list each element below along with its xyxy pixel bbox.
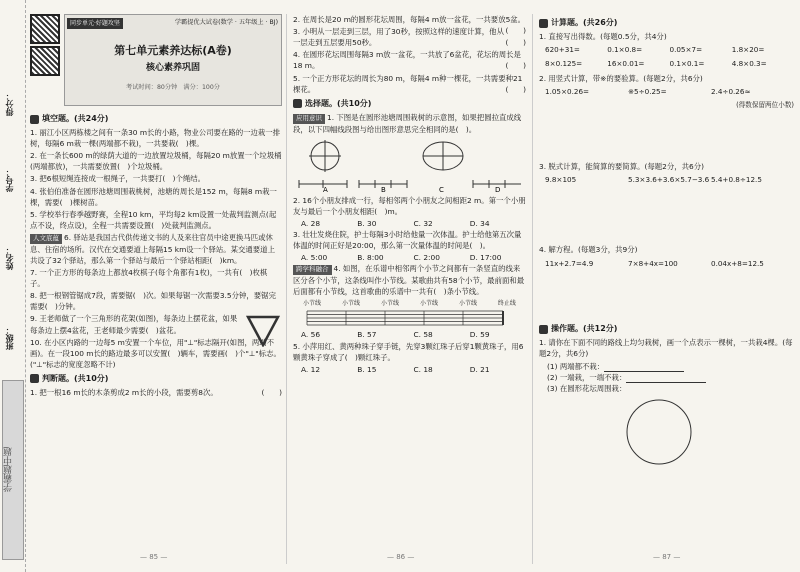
stepwise-calc-row: 9.8×105 5.3×3.6+3.6×5.7−3.6 5.4+0.8÷12.5 — [545, 174, 762, 184]
question: 7. 一个正方形的每条边上都放4枚棋子(每个角都有1枚)，一共有( )枚棋子。 — [30, 267, 268, 289]
exam-meta: 考试时间：80分钟 满分：100分 — [126, 84, 220, 91]
answer-options: A. 12 B. 15 C. 18 D. 21 — [301, 364, 490, 374]
question: 2. 16个小朋友排成一行，每相邻两个小朋友之间相距2 m。第一个小朋友与最后一个小朋友相距( )m。 — [293, 195, 526, 216]
question: 应用意识 1. 下图是在圆形池塘周围栽树的示意图，如果把圆拉直成线段，以下四幅线段图与给出图形意思完全相同的是( )。 — [293, 112, 522, 134]
question: 5. 学校举行春季越野赛，全程10 km，平均每2 km设置一处裁判监测点(起点不设，终点设)，全程一共需要设置( )处裁判监测点。 — [30, 209, 277, 230]
work-space — [539, 188, 794, 244]
question: 3. 小明从一层走到三层，用了30秒，按照这样的速度计算，他从一层走到五层要用50秒。 ( ) — [293, 27, 526, 48]
page-title: 第七单元素养达标(A卷) — [114, 44, 232, 57]
page-number: — 86 — — [387, 552, 415, 561]
staff-labels: 小节线 小节线 小节线 小节线 小节线 终止线 — [303, 300, 516, 308]
section-icon — [539, 325, 548, 334]
question: 3. 把6根短绳连接成一根绳子，一共要打( )个绳结。 — [30, 174, 206, 184]
option-label: A — [323, 185, 328, 192]
section-icon — [30, 374, 39, 383]
qr-code-icon — [30, 14, 60, 44]
rounding-note: (得数保留两位小数) — [736, 100, 794, 109]
music-staff-diagram — [293, 308, 525, 326]
brand-stamp: 学霸题中题 — [2, 380, 24, 560]
option-label: C — [439, 185, 444, 192]
option-label: B — [381, 185, 386, 192]
column-page-85 — [30, 14, 282, 564]
question: 5. 一个正方形花坛的周长为80 m，每隔4 m种一棵花，一共需要种21棵花。 ( ) — [293, 73, 526, 94]
work-space — [539, 111, 794, 161]
page-number: — 87 — — [653, 552, 681, 561]
tag-badge: 应用意识 — [293, 114, 325, 124]
circle-flowerbed-diagram — [539, 394, 789, 474]
series-name: 学霸提优大试卷(数学 · 五年级上 · BJ) — [174, 19, 278, 26]
section-operation: 操作题。(共12分) — [539, 323, 794, 335]
section-icon — [30, 115, 39, 124]
option-label: D — [495, 185, 501, 192]
question: 4. 解方程。(每题3分，共9分) — [539, 245, 638, 255]
question: 5. 小萍用红、黄两种珠子穿手链，先穿3颗红珠子后穿1颗黄珠子，用6颗黄珠子穿成了( )颗红珠子。 — [293, 341, 524, 362]
qr-code-icon — [30, 46, 60, 76]
triangle-frame-diagram — [246, 315, 280, 347]
question: 8. 把一根钢管锯成7段，需要锯( )次。如果每锯一次需要3.5分钟，要锯完需要( )分钟。 — [30, 291, 276, 312]
exam-header — [30, 14, 282, 110]
question: 4. 在圆形花坛周围每隔3 m放一盆花，一共放了6盆花，花坛的周长是18 m。 ( ) — [293, 50, 526, 71]
question: 4. 张伯伯准备在圆形池塘周围栽桃树，池塘的周长是152 m，每隔8 m栽一棵，需要( )棵树苗。 — [30, 186, 277, 207]
student-info-strip — [0, 0, 26, 572]
column-page-87 — [532, 14, 794, 564]
answer-options: A. 28 B. 30 C. 32 D. 34 — [301, 218, 490, 228]
question: 1. 把一根16 m长的木条剪成2 m长的小段，需要剪8次。 ( ) — [30, 387, 282, 397]
equation-row: 11x+2.7=4.9 7×8+4x=100 0.04x+8=12.5 — [545, 258, 764, 268]
page-subtitle: 核心素养巩固 — [145, 62, 200, 73]
route-line — [626, 382, 706, 383]
question: 9. 王老师做了一个三角形的花架(如图)，每条边上摆花盆，如果每条边上摆4盆花，王老师最少需要( )盆花。 — [30, 313, 282, 335]
mental-math-row: 8×0.125= 16×0.01= 0.1×0.1= 4.8×0.3= — [545, 58, 767, 68]
section-true-false: 判断题。(共10分) — [30, 373, 282, 385]
section-fill-blank: 填空题。(共24分) — [30, 113, 282, 125]
section-icon — [539, 19, 548, 28]
question: 跨学科融合 4. 如图，在乐谱中相邻两个小节之间都有一条竖直的线来区分各个小节，这条线叫作小节线。某歌曲共有58个小节，最前面和最后面都有小节线，这首歌曲的乐谱中一共有( )条小节线。 — [293, 264, 525, 297]
question: 3. 脱式计算，能简算的要简算。(每题2分，共6分) — [539, 161, 704, 171]
score-label: 得分： — [5, 92, 14, 116]
answer-options: A. 5:00 B. 8:00 C. 2:00 D. 17:00 — [301, 253, 502, 263]
question: 1. 丽江小区两栋楼之间有一条30 m长的小路，物业公司要在路的一边栽一排树，每隔6 m栽一棵(两端都不栽)，一共要栽( )棵。 — [30, 128, 281, 149]
column-page-86 — [286, 14, 526, 564]
series-badge: 同步单元·好题攻坚 — [67, 18, 123, 29]
section-multiple-choice: 选择题。(共10分) — [293, 98, 526, 110]
section-calculation: 计算题。(共26分) — [539, 17, 794, 29]
mental-math-row: 620+31= 0.1×0.8= 0.05×7= 1.8×20= — [545, 45, 765, 55]
question: 3. 壮壮发烧住院，护士每隔3小时给他量一次体温。护士给他第五次量体温的时间正好是20:00，那么第一次量体温的时间是( )。 — [293, 230, 522, 251]
title-box — [64, 14, 282, 106]
tag-badge: 人文底蕴 — [30, 234, 62, 244]
question: 10. 在小区内路的一边每5 m安置一个车位，用"⊥"标志隔开(如图，两端不画)。在一段100 m长的路边最多可以安置( )辆车，需要画( )个"⊥"标志。("⊥"标志的宽度忽略不计) — [30, 337, 281, 369]
page-number: — 85 — — [140, 552, 168, 561]
vertical-calc-row: 1.05×0.26= ※5÷0.25= 2.4÷0.26≈ — [545, 86, 751, 96]
class-label: 班级： — [5, 326, 14, 350]
section-icon — [293, 99, 302, 108]
work-space — [539, 272, 794, 320]
sub-question: (3) 在圆形花坛周围栽： — [547, 383, 627, 393]
student-id-label: 学号： — [5, 168, 14, 192]
answer-options: A. 56 B. 57 C. 58 D. 59 — [301, 330, 490, 340]
question: 人文底蕴 6. 驿站是我国古代供传递文书的人及来往官员中途更换马匹或休息、住宿的场所。汉代在交通要道上每隔15 km设一个驿站。某交通要道上共设了32个驿站，那么第一个驿站与最后一个驿站相距( )km。 — [30, 232, 275, 265]
sub-question: (1) 两端都不栽： — [547, 361, 794, 372]
question: 2. 在周长是20 m的圆形花坛周围，每隔4 m放一盆花，一共要放5盆。 ( ) — [293, 15, 526, 36]
question: 1. 请你在下面不同的路线上均匀栽树，画一个点表示一棵树，一共栽4棵。(每题2分，共6分) — [539, 338, 793, 359]
question: 2. 用竖式计算，带※的要验算。(每题2分，共6分) — [539, 73, 703, 83]
sub-question: (2) 一端栽，一端不栽： — [547, 372, 794, 383]
name-label: 姓名： — [5, 246, 14, 270]
tree-planting-diagram — [293, 136, 525, 192]
tag-badge: 跨学科融合 — [293, 265, 332, 275]
question: 1. 直接写出得数。(每题0.5分，共4分) — [539, 32, 667, 41]
question: 2. 在一条长600 m的绿荫大道的一边放置垃圾桶，每隔20 m放置一个垃圾桶(两端都放)，一共需要放置( )个垃圾桶。 — [30, 151, 282, 172]
